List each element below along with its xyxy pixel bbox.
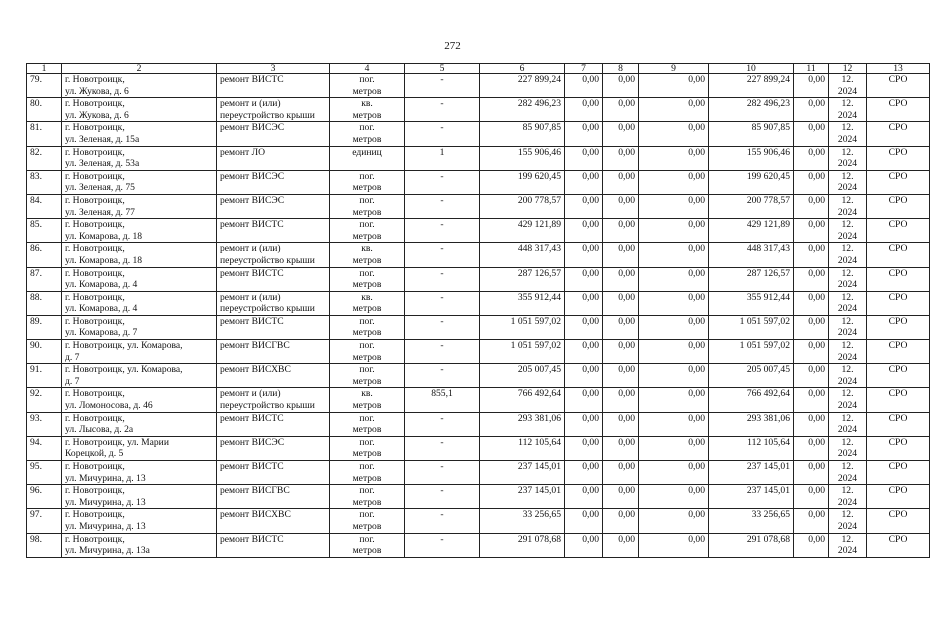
method-cell: СРО <box>867 194 930 218</box>
total-cost-cell: 205 007,45 <box>480 364 565 388</box>
total-cost-cell: 200 778,57 <box>480 194 565 218</box>
fund-cell: 0,00 <box>565 436 603 460</box>
address-cell: г. Новотроицк, ул. Комарова, д. 18 <box>62 243 217 267</box>
column-header: 5 <box>405 64 480 74</box>
method-cell: СРО <box>867 170 930 194</box>
deadline-cell: 12. 2024 <box>829 122 867 146</box>
owner-funds-cell: 429 121,89 <box>709 219 794 243</box>
unit-cell: кв. метров <box>330 98 405 122</box>
work-type-cell: ремонт ВИСХВС <box>217 364 330 388</box>
address-cell: г. Новотроицк, ул. Марии Корецкой, д. 5 <box>62 436 217 460</box>
method-cell: СРО <box>867 485 930 509</box>
deadline-cell: 12. 2024 <box>829 340 867 364</box>
column-header: 12 <box>829 64 867 74</box>
owner-funds-cell: 237 145,01 <box>709 461 794 485</box>
fund-cell: 0,00 <box>603 485 639 509</box>
fund-cell: 0,00 <box>603 170 639 194</box>
work-type-cell: ремонт и (или) переустройство крыши <box>217 243 330 267</box>
fund-cell: 0,00 <box>794 436 829 460</box>
unit-cell: пог. метров <box>330 412 405 436</box>
address-cell: г. Новотроицк, ул. Зеленая, д. 77 <box>62 194 217 218</box>
owner-funds-cell: 199 620,45 <box>709 170 794 194</box>
work-type-cell: ремонт ВИСХВС <box>217 509 330 533</box>
address-cell: г. Новотроицк, ул. Зеленая, д. 15а <box>62 122 217 146</box>
address-cell: г. Новотроицк, ул. Комарова, д. 4 <box>62 267 217 291</box>
work-type-cell: ремонт ВИСТС <box>217 315 330 339</box>
method-cell: СРО <box>867 533 930 557</box>
fund-cell: 0,00 <box>794 194 829 218</box>
method-cell: СРО <box>867 412 930 436</box>
quantity-cell: 855,1 <box>405 388 480 412</box>
deadline-cell: 12. 2024 <box>829 388 867 412</box>
row-number-cell: 98. <box>27 533 62 557</box>
address-cell: г. Новотроицк, ул. Комарова, д. 7 <box>62 340 217 364</box>
fund-cell: 0,00 <box>639 412 709 436</box>
fund-cell: 0,00 <box>565 485 603 509</box>
repair-plan-table <box>26 63 930 558</box>
total-cost-cell: 448 317,43 <box>480 243 565 267</box>
table-row <box>27 436 930 460</box>
work-type-cell: ремонт ВИСТС <box>217 412 330 436</box>
owner-funds-cell: 1 051 597,02 <box>709 315 794 339</box>
total-cost-cell: 291 078,68 <box>480 533 565 557</box>
quantity-cell: - <box>405 98 480 122</box>
method-cell: СРО <box>867 315 930 339</box>
unit-cell: пог. метров <box>330 509 405 533</box>
quantity-cell: - <box>405 364 480 388</box>
owner-funds-cell: 766 492,64 <box>709 388 794 412</box>
deadline-cell: 12. 2024 <box>829 436 867 460</box>
fund-cell: 0,00 <box>603 461 639 485</box>
address-cell: г. Новотроицк, ул. Зеленая, д. 53а <box>62 146 217 170</box>
fund-cell: 0,00 <box>794 533 829 557</box>
method-cell: СРО <box>867 364 930 388</box>
unit-cell: пог. метров <box>330 170 405 194</box>
fund-cell: 0,00 <box>639 219 709 243</box>
work-type-cell: ремонт ВИСЭС <box>217 122 330 146</box>
total-cost-cell: 112 105,64 <box>480 436 565 460</box>
fund-cell: 0,00 <box>639 364 709 388</box>
method-cell: СРО <box>867 146 930 170</box>
table-row <box>27 74 930 98</box>
header-row <box>27 64 930 74</box>
column-header: 7 <box>565 64 603 74</box>
total-cost-cell: 155 906,46 <box>480 146 565 170</box>
fund-cell: 0,00 <box>565 364 603 388</box>
total-cost-cell: 282 496,23 <box>480 98 565 122</box>
row-number-cell: 87. <box>27 267 62 291</box>
fund-cell: 0,00 <box>603 315 639 339</box>
column-header: 8 <box>603 64 639 74</box>
fund-cell: 0,00 <box>794 122 829 146</box>
owner-funds-cell: 282 496,23 <box>709 98 794 122</box>
owner-funds-cell: 155 906,46 <box>709 146 794 170</box>
address-cell: г. Новотроицк, ул. Комарова, д. 7 <box>62 315 217 339</box>
work-type-cell: ремонт ВИСТС <box>217 74 330 98</box>
table-row <box>27 267 930 291</box>
unit-cell: пог. метров <box>330 485 405 509</box>
page-number: 272 <box>444 40 461 52</box>
total-cost-cell: 293 381,06 <box>480 412 565 436</box>
table-row <box>27 170 930 194</box>
fund-cell: 0,00 <box>565 291 603 315</box>
table-row <box>27 243 930 267</box>
method-cell: СРО <box>867 291 930 315</box>
total-cost-cell: 237 145,01 <box>480 461 565 485</box>
unit-cell: пог. метров <box>330 533 405 557</box>
deadline-cell: 12. 2024 <box>829 533 867 557</box>
owner-funds-cell: 205 007,45 <box>709 364 794 388</box>
quantity-cell: - <box>405 122 480 146</box>
column-header: 11 <box>794 64 829 74</box>
deadline-cell: 12. 2024 <box>829 74 867 98</box>
owner-funds-cell: 293 381,06 <box>709 412 794 436</box>
fund-cell: 0,00 <box>565 340 603 364</box>
fund-cell: 0,00 <box>639 388 709 412</box>
work-type-cell: ремонт ВИСТС <box>217 267 330 291</box>
owner-funds-cell: 85 907,85 <box>709 122 794 146</box>
table-row <box>27 533 930 557</box>
fund-cell: 0,00 <box>603 412 639 436</box>
table-body <box>27 74 930 558</box>
row-number-cell: 93. <box>27 412 62 436</box>
unit-cell: пог. метров <box>330 74 405 98</box>
fund-cell: 0,00 <box>639 485 709 509</box>
work-type-cell: ремонт ВИСЭС <box>217 194 330 218</box>
deadline-cell: 12. 2024 <box>829 412 867 436</box>
work-type-cell: ремонт и (или) переустройство крыши <box>217 388 330 412</box>
fund-cell: 0,00 <box>794 267 829 291</box>
total-cost-cell: 85 907,85 <box>480 122 565 146</box>
address-cell: г. Новотроицк, ул. Жукова, д. 6 <box>62 74 217 98</box>
total-cost-cell: 33 256,65 <box>480 509 565 533</box>
fund-cell: 0,00 <box>639 122 709 146</box>
deadline-cell: 12. 2024 <box>829 461 867 485</box>
deadline-cell: 12. 2024 <box>829 98 867 122</box>
method-cell: СРО <box>867 122 930 146</box>
quantity-cell: - <box>405 412 480 436</box>
row-number-cell: 80. <box>27 98 62 122</box>
fund-cell: 0,00 <box>565 74 603 98</box>
address-cell: г. Новотроицк, ул. Комарова, д. 18 <box>62 219 217 243</box>
method-cell: СРО <box>867 74 930 98</box>
unit-cell: кв. метров <box>330 243 405 267</box>
method-cell: СРО <box>867 388 930 412</box>
unit-cell: кв. метров <box>330 388 405 412</box>
unit-cell: кв. метров <box>330 291 405 315</box>
method-cell: СРО <box>867 340 930 364</box>
quantity-cell: - <box>405 509 480 533</box>
deadline-cell: 12. 2024 <box>829 170 867 194</box>
method-cell: СРО <box>867 509 930 533</box>
fund-cell: 0,00 <box>794 170 829 194</box>
table-row <box>27 485 930 509</box>
address-cell: г. Новотроицк, ул. Ломоносова, д. 46 <box>62 388 217 412</box>
fund-cell: 0,00 <box>565 98 603 122</box>
table-row <box>27 194 930 218</box>
method-cell: СРО <box>867 267 930 291</box>
fund-cell: 0,00 <box>603 388 639 412</box>
table-row <box>27 315 930 339</box>
quantity-cell: - <box>405 243 480 267</box>
quantity-cell: - <box>405 291 480 315</box>
address-cell: г. Новотроицк, ул. Мичурина, д. 13 <box>62 509 217 533</box>
total-cost-cell: 355 912,44 <box>480 291 565 315</box>
fund-cell: 0,00 <box>603 74 639 98</box>
work-type-cell: ремонт ВИСГВС <box>217 340 330 364</box>
deadline-cell: 12. 2024 <box>829 219 867 243</box>
unit-cell: пог. метров <box>330 194 405 218</box>
unit-cell: пог. метров <box>330 219 405 243</box>
unit-cell: пог. метров <box>330 461 405 485</box>
owner-funds-cell: 448 317,43 <box>709 243 794 267</box>
fund-cell: 0,00 <box>565 146 603 170</box>
total-cost-cell: 237 145,01 <box>480 485 565 509</box>
fund-cell: 0,00 <box>794 412 829 436</box>
column-header: 9 <box>639 64 709 74</box>
fund-cell: 0,00 <box>639 436 709 460</box>
unit-cell: пог. метров <box>330 315 405 339</box>
quantity-cell: - <box>405 219 480 243</box>
method-cell: СРО <box>867 98 930 122</box>
address-cell: г. Новотроицк, ул. Комарова, д. 7 <box>62 364 217 388</box>
column-header: 10 <box>709 64 794 74</box>
row-number-cell: 94. <box>27 436 62 460</box>
table-row <box>27 122 930 146</box>
work-type-cell: ремонт ВИСТС <box>217 461 330 485</box>
fund-cell: 0,00 <box>565 315 603 339</box>
fund-cell: 0,00 <box>794 98 829 122</box>
deadline-cell: 12. 2024 <box>829 364 867 388</box>
fund-cell: 0,00 <box>603 533 639 557</box>
table-row <box>27 412 930 436</box>
fund-cell: 0,00 <box>794 74 829 98</box>
owner-funds-cell: 287 126,57 <box>709 267 794 291</box>
fund-cell: 0,00 <box>639 194 709 218</box>
work-type-cell: ремонт ВИСГВС <box>217 485 330 509</box>
deadline-cell: 12. 2024 <box>829 291 867 315</box>
fund-cell: 0,00 <box>794 364 829 388</box>
unit-cell: пог. метров <box>330 267 405 291</box>
owner-funds-cell: 227 899,24 <box>709 74 794 98</box>
fund-cell: 0,00 <box>639 267 709 291</box>
total-cost-cell: 1 051 597,02 <box>480 315 565 339</box>
quantity-cell: - <box>405 461 480 485</box>
fund-cell: 0,00 <box>794 146 829 170</box>
column-header: 4 <box>330 64 405 74</box>
work-type-cell: ремонт ЛО <box>217 146 330 170</box>
fund-cell: 0,00 <box>794 509 829 533</box>
fund-cell: 0,00 <box>603 243 639 267</box>
method-cell: СРО <box>867 243 930 267</box>
total-cost-cell: 199 620,45 <box>480 170 565 194</box>
table-row <box>27 509 930 533</box>
fund-cell: 0,00 <box>794 219 829 243</box>
table-row <box>27 291 930 315</box>
fund-cell: 0,00 <box>794 485 829 509</box>
fund-cell: 0,00 <box>639 98 709 122</box>
fund-cell: 0,00 <box>794 461 829 485</box>
deadline-cell: 12. 2024 <box>829 509 867 533</box>
deadline-cell: 12. 2024 <box>829 243 867 267</box>
fund-cell: 0,00 <box>639 340 709 364</box>
work-type-cell: ремонт и (или) переустройство крыши <box>217 291 330 315</box>
total-cost-cell: 429 121,89 <box>480 219 565 243</box>
fund-cell: 0,00 <box>565 243 603 267</box>
deadline-cell: 12. 2024 <box>829 267 867 291</box>
quantity-cell: - <box>405 267 480 291</box>
fund-cell: 0,00 <box>603 509 639 533</box>
owner-funds-cell: 1 051 597,02 <box>709 340 794 364</box>
work-type-cell: ремонт и (или) переустройство крыши <box>217 98 330 122</box>
table-row <box>27 98 930 122</box>
quantity-cell: - <box>405 170 480 194</box>
address-cell: г. Новотроицк, ул. Комарова, д. 4 <box>62 291 217 315</box>
row-number-cell: 82. <box>27 146 62 170</box>
fund-cell: 0,00 <box>565 461 603 485</box>
owner-funds-cell: 355 912,44 <box>709 291 794 315</box>
fund-cell: 0,00 <box>639 170 709 194</box>
fund-cell: 0,00 <box>794 291 829 315</box>
quantity-cell: - <box>405 194 480 218</box>
row-number-cell: 90. <box>27 340 62 364</box>
deadline-cell: 12. 2024 <box>829 485 867 509</box>
column-header: 3 <box>217 64 330 74</box>
fund-cell: 0,00 <box>639 461 709 485</box>
fund-cell: 0,00 <box>603 436 639 460</box>
fund-cell: 0,00 <box>565 412 603 436</box>
unit-cell: пог. метров <box>330 364 405 388</box>
unit-cell: единиц <box>330 146 405 170</box>
row-number-cell: 86. <box>27 243 62 267</box>
table-row <box>27 364 930 388</box>
row-number-cell: 89. <box>27 315 62 339</box>
column-header: 1 <box>27 64 62 74</box>
fund-cell: 0,00 <box>565 122 603 146</box>
fund-cell: 0,00 <box>565 509 603 533</box>
table-row <box>27 461 930 485</box>
deadline-cell: 12. 2024 <box>829 194 867 218</box>
row-number-cell: 92. <box>27 388 62 412</box>
fund-cell: 0,00 <box>603 98 639 122</box>
owner-funds-cell: 200 778,57 <box>709 194 794 218</box>
row-number-cell: 83. <box>27 170 62 194</box>
address-cell: г. Новотроицк, ул. Мичурина, д. 13а <box>62 533 217 557</box>
fund-cell: 0,00 <box>565 267 603 291</box>
address-cell: г. Новотроицк, ул. Мичурина, д. 13 <box>62 485 217 509</box>
work-type-cell: ремонт ВИСЭС <box>217 436 330 460</box>
fund-cell: 0,00 <box>603 340 639 364</box>
column-header: 13 <box>867 64 930 74</box>
row-number-cell: 97. <box>27 509 62 533</box>
method-cell: СРО <box>867 461 930 485</box>
row-number-cell: 85. <box>27 219 62 243</box>
quantity-cell: - <box>405 485 480 509</box>
method-cell: СРО <box>867 219 930 243</box>
row-number-cell: 84. <box>27 194 62 218</box>
fund-cell: 0,00 <box>565 388 603 412</box>
quantity-cell: - <box>405 340 480 364</box>
total-cost-cell: 766 492,64 <box>480 388 565 412</box>
quantity-cell: 1 <box>405 146 480 170</box>
quantity-cell: - <box>405 533 480 557</box>
unit-cell: пог. метров <box>330 436 405 460</box>
method-cell: СРО <box>867 436 930 460</box>
address-cell: г. Новотроицк, ул. Жукова, д. 6 <box>62 98 217 122</box>
fund-cell: 0,00 <box>603 291 639 315</box>
table-row <box>27 388 930 412</box>
deadline-cell: 12. 2024 <box>829 315 867 339</box>
column-header: 2 <box>62 64 217 74</box>
table-row <box>27 219 930 243</box>
table-row <box>27 340 930 364</box>
fund-cell: 0,00 <box>603 194 639 218</box>
owner-funds-cell: 291 078,68 <box>709 533 794 557</box>
fund-cell: 0,00 <box>565 170 603 194</box>
fund-cell: 0,00 <box>603 219 639 243</box>
owner-funds-cell: 33 256,65 <box>709 509 794 533</box>
deadline-cell: 12. 2024 <box>829 146 867 170</box>
address-cell: г. Новотроицк, ул. Мичурина, д. 13 <box>62 461 217 485</box>
fund-cell: 0,00 <box>639 74 709 98</box>
quantity-cell: - <box>405 74 480 98</box>
unit-cell: пог. метров <box>330 340 405 364</box>
work-type-cell: ремонт ВИСЭС <box>217 170 330 194</box>
total-cost-cell: 1 051 597,02 <box>480 340 565 364</box>
unit-cell: пог. метров <box>330 122 405 146</box>
quantity-cell: - <box>405 315 480 339</box>
column-header: 6 <box>480 64 565 74</box>
total-cost-cell: 287 126,57 <box>480 267 565 291</box>
address-cell: г. Новотроицк, ул. Зеленая, д. 75 <box>62 170 217 194</box>
fund-cell: 0,00 <box>639 315 709 339</box>
fund-cell: 0,00 <box>794 340 829 364</box>
fund-cell: 0,00 <box>565 194 603 218</box>
fund-cell: 0,00 <box>565 533 603 557</box>
fund-cell: 0,00 <box>639 533 709 557</box>
fund-cell: 0,00 <box>639 146 709 170</box>
fund-cell: 0,00 <box>603 267 639 291</box>
row-number-cell: 79. <box>27 74 62 98</box>
fund-cell: 0,00 <box>639 509 709 533</box>
quantity-cell: - <box>405 436 480 460</box>
row-number-cell: 91. <box>27 364 62 388</box>
fund-cell: 0,00 <box>794 243 829 267</box>
row-number-cell: 81. <box>27 122 62 146</box>
row-number-cell: 95. <box>27 461 62 485</box>
row-number-cell: 96. <box>27 485 62 509</box>
address-cell: г. Новотроицк, ул. Лысова, д. 2а <box>62 412 217 436</box>
total-cost-cell: 227 899,24 <box>480 74 565 98</box>
fund-cell: 0,00 <box>565 219 603 243</box>
owner-funds-cell: 112 105,64 <box>709 436 794 460</box>
fund-cell: 0,00 <box>603 364 639 388</box>
fund-cell: 0,00 <box>603 146 639 170</box>
table-row <box>27 146 930 170</box>
fund-cell: 0,00 <box>794 388 829 412</box>
row-number-cell: 88. <box>27 291 62 315</box>
fund-cell: 0,00 <box>639 291 709 315</box>
fund-cell: 0,00 <box>603 122 639 146</box>
work-type-cell: ремонт ВИСТС <box>217 533 330 557</box>
owner-funds-cell: 237 145,01 <box>709 485 794 509</box>
fund-cell: 0,00 <box>794 315 829 339</box>
fund-cell: 0,00 <box>639 243 709 267</box>
work-type-cell: ремонт ВИСТС <box>217 219 330 243</box>
